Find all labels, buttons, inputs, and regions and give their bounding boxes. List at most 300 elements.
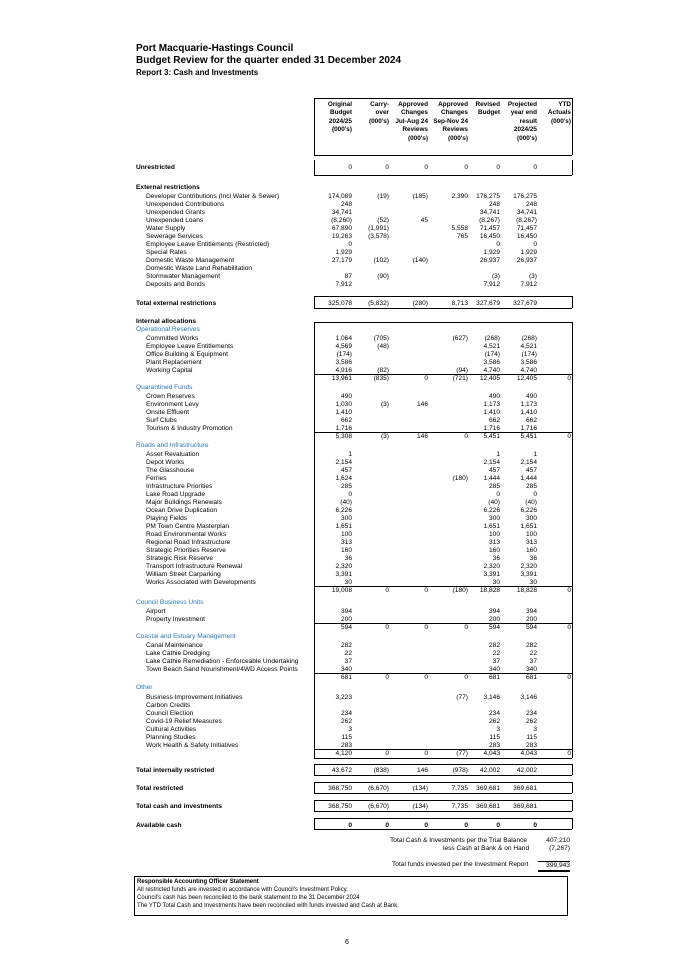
subtotal-row <box>0 586 685 595</box>
row-label: Major Buildings Renewals <box>146 499 222 506</box>
cell-revised-budget: 0 <box>496 164 500 171</box>
cell-carry-over: (835) <box>373 375 389 382</box>
row-label: Developer Contributions (Incl Water & Sewer) <box>146 193 280 200</box>
cell-projected-result: 0 <box>533 491 537 498</box>
row-label: Property Investment <box>146 616 206 623</box>
cell-changes-jul-aug: (134) <box>412 785 428 792</box>
cell-revised-budget: (174) <box>484 351 500 358</box>
cell-changes-sep-nov: 0 <box>464 164 468 171</box>
cell-projected-result: 340 <box>525 666 537 673</box>
cell-projected-result: 283 <box>525 742 537 749</box>
cell-revised-budget: 1,929 <box>483 249 500 256</box>
cell-original-budget: 0 <box>348 241 352 248</box>
cell-original-budget: 3,586 <box>335 359 352 366</box>
column-header-line: (000's) <box>551 117 571 125</box>
row-label: Total internally restricted <box>136 767 215 774</box>
recon-value-cash-at-bank: (7,267) <box>549 845 570 852</box>
cell-revised-budget: 4,521 <box>483 343 500 350</box>
subtotal-rule <box>314 623 572 624</box>
row-label: Coastal and Estuary Management <box>136 633 236 640</box>
cell-revised-budget: 115 <box>489 734 500 741</box>
row-label: Domestic Waste Management <box>146 257 235 264</box>
cell-projected-result: 6,226 <box>520 507 537 514</box>
column-header-line: year end <box>510 109 537 117</box>
cell-carry-over: (705) <box>373 335 389 342</box>
cell-carry-over: (3) <box>380 433 389 440</box>
row-external-restrictions <box>0 183 685 192</box>
cell-carry-over: (5,832) <box>368 300 389 307</box>
row-label: Domestic Waste Land Rehabilitation <box>146 265 253 272</box>
cell-revised-budget: 12,405 <box>479 375 500 382</box>
cell-revised-budget: 160 <box>488 547 500 554</box>
row-total-cash-and-investments <box>0 802 685 811</box>
cell-revised-budget: 282 <box>488 642 500 649</box>
cell-revised-budget: 1,173 <box>483 401 500 408</box>
column-header-line: (000's) <box>448 134 468 142</box>
cell-revised-budget: 18,828 <box>479 587 500 594</box>
cell-projected-result: 4,740 <box>520 367 537 374</box>
column-header-line: Changes <box>441 109 468 117</box>
cell-original-budget: (8,260) <box>331 217 352 224</box>
cell-projected-result: 115 <box>526 734 537 741</box>
cell-changes-sep-nov: 7,735 <box>451 785 468 792</box>
cell-changes-jul-aug: (140) <box>412 257 428 264</box>
rule-line <box>314 793 572 794</box>
row-label: Total external restrictions <box>136 300 217 307</box>
subtotal-rule <box>314 586 572 587</box>
cell-changes-jul-aug: (185) <box>412 193 428 200</box>
rule-line <box>314 296 572 297</box>
rule-line <box>314 782 572 783</box>
cell-original-budget: 67,890 <box>331 225 352 232</box>
row-label: Office Building & Equipment <box>146 351 228 358</box>
cell-revised-budget: 37 <box>492 658 500 665</box>
column-header-line: (000's) <box>369 117 389 125</box>
cell-revised-budget: 200 <box>488 616 500 623</box>
cell-projected-result: 248 <box>525 201 537 208</box>
cell-changes-jul-aug: (134) <box>412 803 428 810</box>
row-label: Asset Revaluation <box>146 451 200 458</box>
cell-original-budget: 285 <box>340 483 352 490</box>
subtotal-rule <box>314 432 572 433</box>
cell-revised-budget: 681 <box>488 674 500 681</box>
row-label: Infrastructure Priorities <box>146 483 213 490</box>
row-operational-reserves <box>0 325 685 334</box>
cell-changes-sep-nov: 0 <box>464 822 468 829</box>
cell-revised-budget: 327,679 <box>476 300 500 307</box>
rule-line <box>314 775 572 776</box>
row-label: Operational Reserves <box>136 326 200 333</box>
row-label: Plant Replacement <box>146 359 202 366</box>
row-label: Crown Reserves <box>146 393 195 400</box>
cell-carry-over: (102) <box>373 257 389 264</box>
cell-original-budget: 300 <box>340 515 352 522</box>
cell-revised-budget: 283 <box>488 742 500 749</box>
cell-carry-over: (19) <box>377 193 389 200</box>
cell-original-budget: 394 <box>340 608 352 615</box>
cell-original-budget: 174,089 <box>328 193 352 200</box>
cell-original-budget: 30 <box>344 579 352 586</box>
cell-revised-budget: 3,146 <box>483 694 500 701</box>
cell-revised-budget: 1,651 <box>483 523 500 530</box>
row-label: Strategic Risk Reserve <box>146 555 214 562</box>
row-label: Playing Fields <box>146 515 188 522</box>
cell-revised-budget: 369,681 <box>476 803 500 810</box>
cell-original-budget: 87 <box>344 273 352 280</box>
cell-revised-budget: 300 <box>488 515 500 522</box>
cell-projected-result: 369,681 <box>513 785 537 792</box>
cell-projected-result: 4,043 <box>520 750 537 757</box>
rule-line <box>314 155 572 156</box>
cell-original-budget: 457 <box>340 467 352 474</box>
cell-changes-jul-aug: 0 <box>424 750 428 757</box>
cell-projected-result: (40) <box>525 499 537 506</box>
cell-original-budget: 160 <box>340 547 352 554</box>
cell-changes-sep-nov: 5,558 <box>451 225 468 232</box>
cell-changes-sep-nov: (77) <box>456 694 468 701</box>
statement-line: The YTD Total Cash and Investments have been reconciled with funds invested and Cash at Bank. <box>137 903 399 909</box>
cell-changes-jul-aug: 0 <box>424 822 428 829</box>
row-label: Sewerage Services <box>146 233 203 240</box>
cell-projected-result: 18,828 <box>516 587 537 594</box>
cell-revised-budget: 1,410 <box>483 409 500 416</box>
cell-changes-jul-aug: 146 <box>416 767 428 774</box>
cell-projected-result: 12,405 <box>516 375 537 382</box>
row-label: Committed Works <box>146 335 199 342</box>
cell-revised-budget: 394 <box>488 608 500 615</box>
cell-revised-budget: 313 <box>488 539 500 546</box>
row-label: Quarantined Funds <box>136 384 193 391</box>
cell-original-budget: 282 <box>340 642 352 649</box>
column-header-line: Carry- <box>370 101 389 108</box>
cell-original-budget: 1,410 <box>335 409 352 416</box>
row-total-restricted <box>0 784 685 793</box>
cell-carry-over: (3) <box>380 401 389 408</box>
cell-projected-result: (8,267) <box>516 217 537 224</box>
column-header-line: (000's) <box>332 126 352 134</box>
cell-original-budget: 22 <box>344 650 352 657</box>
cell-projected-result: (3) <box>528 273 537 280</box>
cell-projected-result: 0 <box>533 822 537 829</box>
row-label: Surf Clubs <box>146 417 177 424</box>
cell-revised-budget: 490 <box>488 393 500 400</box>
column-header-line: 2024/25 <box>328 117 352 125</box>
cell-original-budget: 325,078 <box>328 300 352 307</box>
cell-revised-budget: 262 <box>488 718 500 725</box>
cell-original-budget: 1 <box>348 451 352 458</box>
recon-value-trial-balance: 407,210 <box>546 837 570 844</box>
cell-changes-jul-aug: (280) <box>412 300 428 307</box>
row-label: Covid-19 Relief Measures <box>146 718 222 725</box>
cell-projected-result: 0 <box>533 241 537 248</box>
row-label: Town Beach Sand Nourishment/4WD Access Points <box>146 666 298 673</box>
cell-original-budget: 19,008 <box>331 587 352 594</box>
cell-revised-budget: 26,937 <box>479 257 500 264</box>
organization-title: Port Macquarie-Hastings Council <box>136 43 294 54</box>
column-header-line: Jul-Aug 24 <box>395 117 428 125</box>
cell-projected-result: 3,391 <box>520 571 537 578</box>
cell-changes-sep-nov: 765 <box>456 233 468 240</box>
cell-projected-result: 490 <box>525 393 537 400</box>
cell-revised-budget: 100 <box>488 531 500 538</box>
cell-projected-result: 30 <box>529 579 537 586</box>
row-label: Work Health & Safety Initiatives <box>146 742 239 749</box>
row-label: The Glasshouse <box>146 467 195 474</box>
cell-original-budget: 115 <box>341 734 352 741</box>
cell-original-budget: 234 <box>340 710 352 717</box>
column-header-line: Projected <box>507 101 537 108</box>
cell-changes-sep-nov: 7,735 <box>451 803 468 810</box>
cell-changes-sep-nov: (721) <box>452 375 468 382</box>
cell-revised-budget: 7,912 <box>483 281 500 288</box>
cell-carry-over: (6,670) <box>368 803 389 810</box>
row-council-business-units <box>0 598 685 607</box>
cell-changes-sep-nov: (94) <box>456 367 468 374</box>
cell-carry-over: (1,991) <box>368 225 389 232</box>
cell-original-budget: 37 <box>344 658 352 665</box>
column-header-line: (000's) <box>517 134 537 142</box>
cell-projected-result: 200 <box>525 616 537 623</box>
cell-projected-result: 3,586 <box>520 359 537 366</box>
rule-line <box>314 764 572 765</box>
row-label: Strategic Priorities Reserve <box>146 547 226 554</box>
cell-revised-budget: 0 <box>496 241 500 248</box>
cell-revised-budget: 1,444 <box>483 475 500 482</box>
cell-carry-over: 0 <box>385 822 389 829</box>
cell-ytd-actuals: 0 <box>567 375 571 382</box>
cell-revised-budget: 594 <box>488 624 500 631</box>
cell-original-budget: 662 <box>340 417 352 424</box>
cell-revised-budget: 248 <box>488 201 500 208</box>
rule-line <box>314 98 572 99</box>
subtotal-rule <box>314 749 572 750</box>
cell-original-budget: 4,916 <box>335 367 352 374</box>
row-label: Road Environmental Works <box>146 531 227 538</box>
cell-projected-result: 1 <box>533 451 537 458</box>
row-label: Transport Infrastructure Renewal <box>146 563 243 570</box>
cell-changes-sep-nov: (978) <box>452 767 468 774</box>
report-title: Budget Review for the quarter ended 31 December 2024 <box>136 55 402 66</box>
cell-projected-result: 5,451 <box>520 433 537 440</box>
cell-changes-jul-aug: 45 <box>420 217 428 224</box>
cell-projected-result: 262 <box>525 718 537 725</box>
cell-projected-result: 394 <box>525 608 537 615</box>
row-label: Carbon Credits <box>146 702 191 709</box>
cell-changes-jul-aug: 0 <box>424 375 428 382</box>
cell-ytd-actuals: 0 <box>567 624 571 631</box>
row-label: Unexpended Grants <box>146 209 206 216</box>
cell-revised-budget: 16,450 <box>479 233 500 240</box>
row-label: Tourism & Industry Promotion <box>146 425 233 432</box>
cell-carry-over: 0 <box>385 164 389 171</box>
cell-original-budget: 262 <box>340 718 352 725</box>
cell-projected-result: 3 <box>533 726 537 733</box>
cell-changes-sep-nov: 0 <box>464 433 468 440</box>
row-label: Total cash and investments <box>136 803 222 810</box>
cell-original-budget: 283 <box>340 742 352 749</box>
row-label: Unexpended Loans <box>146 217 204 224</box>
subtotal-row <box>0 432 685 441</box>
cell-projected-result: 3,146 <box>520 694 537 701</box>
row-label: Airport <box>146 608 166 615</box>
cell-projected-result: 1,651 <box>520 523 537 530</box>
cell-projected-result: 0 <box>533 164 537 171</box>
cell-projected-result: 176,275 <box>513 193 537 200</box>
cell-revised-budget: 22 <box>492 650 500 657</box>
row-unrestricted <box>0 163 685 172</box>
cell-projected-result: 594 <box>525 624 537 631</box>
cell-original-budget: 681 <box>340 674 352 681</box>
row-label: Deposits and Bonds <box>146 281 206 288</box>
cell-projected-result: 282 <box>525 642 537 649</box>
recon-label-investment-report: Total funds invested per the Investment Report <box>392 861 529 868</box>
cell-ytd-actuals: 0 <box>567 750 571 757</box>
row-quarantined-funds <box>0 383 685 392</box>
cell-projected-result: 37 <box>529 658 537 665</box>
row-label: Planning Studies <box>146 734 196 741</box>
cell-projected-result: 457 <box>525 467 537 474</box>
row-total-external-restrictions <box>0 299 685 308</box>
row-label: Environment Levy <box>146 401 199 408</box>
cell-projected-result: 16,450 <box>516 233 537 240</box>
row-total-internally-restricted <box>0 766 685 775</box>
column-header-line: Revised <box>475 101 500 108</box>
column-header-line: Reviews <box>442 126 468 134</box>
rule-line <box>314 800 572 801</box>
cell-revised-budget: 176,275 <box>476 193 500 200</box>
cell-original-budget: 4,569 <box>335 343 352 350</box>
rule-line <box>314 758 572 759</box>
row-label: Works Associated with Developments <box>146 579 256 586</box>
row-label: PM Town Centre Masterplan <box>146 523 230 530</box>
cell-original-budget: 594 <box>340 624 352 631</box>
cell-projected-result: (268) <box>521 335 537 342</box>
cell-revised-budget: (40) <box>488 499 500 506</box>
cell-original-budget: 490 <box>340 393 352 400</box>
cell-revised-budget: (8,267) <box>479 217 500 224</box>
cell-revised-budget: 662 <box>488 417 500 424</box>
column-header-line: Approved <box>398 101 428 108</box>
cell-original-budget: 1,030 <box>335 401 352 408</box>
row-label: Lake Cathie Dredging <box>146 650 210 657</box>
cell-changes-jul-aug: 0 <box>424 587 428 594</box>
cell-projected-result: 1,410 <box>520 409 537 416</box>
cell-projected-result: 7,912 <box>520 281 537 288</box>
cell-changes-jul-aug: 0 <box>424 624 428 631</box>
row-label: Council Business Units <box>136 599 204 606</box>
cell-projected-result: 36 <box>529 555 537 562</box>
row-label: Employee Leave Entitlements (Restricted) <box>146 241 270 248</box>
subtotal-row <box>0 673 685 682</box>
cell-revised-budget: 3,586 <box>483 359 500 366</box>
column-header-line: over <box>375 109 389 117</box>
cell-revised-budget: (268) <box>484 335 500 342</box>
cell-original-budget: 368,750 <box>328 803 352 810</box>
cell-revised-budget: 2,320 <box>483 563 500 570</box>
rule-line <box>314 818 572 819</box>
rule-line <box>314 811 572 812</box>
cell-carry-over: (6,670) <box>368 785 389 792</box>
cell-original-budget: 43,672 <box>331 767 352 774</box>
row-label: Roads and Infrastructure <box>136 442 209 449</box>
cell-changes-jul-aug: 0 <box>424 674 428 681</box>
column-header-line: Approved <box>438 101 468 108</box>
cell-revised-budget: 30 <box>492 579 500 586</box>
report-subtitle: Report 3: Cash and Investments <box>136 68 259 77</box>
cell-revised-budget: 36 <box>492 555 500 562</box>
cell-revised-budget: 34,741 <box>479 209 500 216</box>
cell-revised-budget: 42,002 <box>479 767 500 774</box>
cell-original-budget: 0 <box>348 164 352 171</box>
statement-line: All restricted funds are invested in accordance with Council's Investment Policy. <box>137 887 348 893</box>
cell-revised-budget: 369,681 <box>476 785 500 792</box>
row-label: Available cash <box>136 822 182 829</box>
cell-projected-result: 34,741 <box>516 209 537 216</box>
cell-changes-sep-nov: (180) <box>452 587 468 594</box>
cell-original-budget: 2,320 <box>335 563 352 570</box>
cell-changes-sep-nov: (77) <box>456 750 468 757</box>
row-label: Employee Leave Entitlements <box>146 343 234 350</box>
row-label: Water Supply <box>146 225 186 232</box>
statement-title: Responsible Accounting Officer Statement <box>137 879 259 885</box>
column-header-line: YTD <box>558 101 571 108</box>
rule-line <box>314 175 572 176</box>
cell-projected-result: 1,716 <box>520 425 537 432</box>
cell-projected-result: (174) <box>521 351 537 358</box>
cell-projected-result: 1,173 <box>520 401 537 408</box>
column-header-line: Original <box>327 101 352 108</box>
cell-carry-over: (90) <box>377 273 389 280</box>
cell-revised-budget: 6,226 <box>483 507 500 514</box>
cell-projected-result: 662 <box>525 417 537 424</box>
cell-revised-budget: 0 <box>496 491 500 498</box>
cell-ytd-actuals: 0 <box>567 674 571 681</box>
cell-projected-result: 71,457 <box>516 225 537 232</box>
cell-ytd-actuals: 0 <box>567 433 571 440</box>
cell-projected-result: 26,937 <box>516 257 537 264</box>
cell-changes-sep-nov: (180) <box>452 475 468 482</box>
row-label: Depot Works <box>146 459 184 466</box>
column-header-line: Sep-Nov 24 <box>433 117 468 125</box>
cell-changes-jul-aug: 146 <box>416 401 428 408</box>
cell-original-budget: 0 <box>348 491 352 498</box>
cell-projected-result: 1,444 <box>520 475 537 482</box>
cell-revised-budget: (3) <box>491 273 500 280</box>
cell-projected-result: 160 <box>525 547 537 554</box>
row-label: Unexpended Contributions <box>146 201 225 208</box>
cell-projected-result: 369,681 <box>513 803 537 810</box>
column-header-line: result <box>519 117 537 125</box>
cell-revised-budget: 5,451 <box>483 433 500 440</box>
row-other <box>0 683 685 692</box>
row-label: Unrestricted <box>136 164 175 171</box>
cell-revised-budget: 4,740 <box>483 367 500 374</box>
page-number: 6 <box>345 939 349 946</box>
cell-carry-over: 0 <box>385 674 389 681</box>
cell-projected-result: 327,679 <box>513 300 537 307</box>
statement-line: Council's cash has been reconciled to the bank statement to the 31 December 2024 <box>137 895 360 901</box>
cell-original-budget: 1,064 <box>335 335 352 342</box>
cell-original-budget: 3,391 <box>335 571 352 578</box>
row-label: Internal allocations <box>136 318 197 325</box>
cell-original-budget: 19,263 <box>331 233 352 240</box>
column-header-line: Budget <box>477 109 500 117</box>
cell-projected-result: 22 <box>529 650 537 657</box>
cell-carry-over: (52) <box>377 217 389 224</box>
row-label: Lake Cathie Remediation - Enforceable Undertaking <box>146 658 299 665</box>
cell-projected-result: 1,929 <box>520 249 537 256</box>
cell-changes-sep-nov: 2,390 <box>451 193 468 200</box>
